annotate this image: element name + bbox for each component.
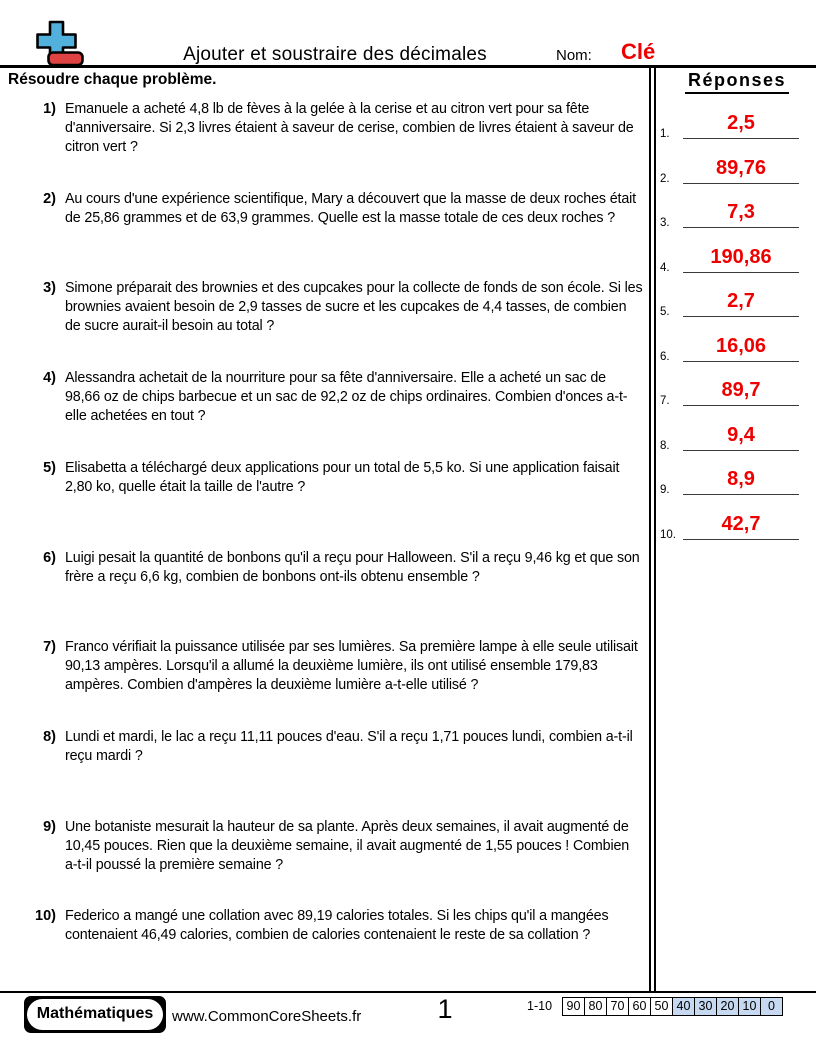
problem-text: Une botaniste mesurait la hauteur de sa plante. Après deux semaines, il avait augmenté de 10,45 pouces. Rien que la deuxième semaine, il avait augmenté de 1,55 pouces ! Combien a-t-il poussé la première semaine ?: [65, 819, 630, 873]
page-title: Ajouter et soustraire des décimales: [183, 44, 487, 65]
score-cell: 60: [628, 998, 650, 1015]
problem-number: 8): [43, 729, 56, 745]
answer-blank-line: [683, 333, 799, 362]
answer-value: 16,06: [715, 335, 767, 357]
answer-blank-line: [683, 244, 799, 273]
page-number: 1: [437, 994, 453, 1024]
problem-number: 5): [43, 460, 56, 476]
problem-text: Elisabetta a téléchargé deux applications pour un total de 5,5 ko. Si une application faisait 2,80 ko, quelle était la taille de l'autre ?: [65, 460, 620, 495]
answer-value: 42,7: [721, 513, 761, 535]
answer-number: 4.: [660, 262, 670, 274]
answers-heading: [658, 70, 816, 94]
answer-row: [656, 510, 811, 540]
problem-text: Lundi et mardi, le lac a reçu 11,11 pouces d'eau. S'il a reçu 1,71 pouces lundi, combien a-t-il reçu mardi ?: [65, 729, 633, 764]
answer-row: [656, 376, 811, 406]
score-range-label: 1-10: [527, 999, 553, 1013]
answer-number: 10.: [660, 529, 676, 541]
problem-number: 10): [35, 908, 56, 924]
problem-item: [28, 279, 643, 336]
answer-row: [656, 243, 811, 273]
answer-blank-line: [683, 288, 799, 317]
answer-number: 6.: [660, 351, 670, 363]
answer-number: 9.: [660, 484, 670, 496]
answer-number: 8.: [660, 440, 670, 452]
score-cell: 10: [738, 998, 760, 1015]
brand-logo: [24, 996, 166, 1033]
problem-number: 1): [43, 101, 56, 117]
answer-blank-line: [683, 511, 799, 540]
answer-blank-line: [683, 466, 799, 495]
problem-text: Au cours d'une expérience scientifique, Mary a découvert que la masse de deux roches était de 25,86 grammes et de 63,9 grammes. Quelle est la masse totale de ces deux roches ?: [65, 191, 636, 226]
answer-value: 7,3: [727, 201, 755, 223]
answer-blank-line: [683, 199, 799, 228]
problem-text: Federico a mangé une collation avec 89,19 calories totales. Si les chips qu'il a mangées contenaient 46,49 calories, combien de calories contenaient le reste de sa collation ?: [65, 908, 609, 943]
score-cell: 50: [650, 998, 672, 1015]
answer-row: [656, 421, 811, 451]
instructions-text: Résoudre chaque problème.: [8, 71, 217, 88]
answer-blank-line: [683, 110, 799, 139]
problem-number: 9): [43, 819, 56, 835]
answer-value: 2,7: [727, 290, 755, 312]
problem-text: Emanuele a acheté 4,8 lb de fèves à la gelée à la cerise et au citron vert pour sa fête d'anniversaire. Si 2,3 livres étaient à saveur de cerise, combien de livres étaient à saveur de citron vert ?: [65, 101, 634, 155]
answer-value: 2,5: [727, 112, 755, 134]
answer-value: 190,86: [710, 246, 772, 268]
problem-item: [28, 818, 643, 875]
answer-row: [656, 109, 811, 139]
answer-number: 1.: [660, 128, 670, 140]
answer-number: 7.: [660, 395, 670, 407]
score-cell: 40: [672, 998, 694, 1015]
problem-number: 2): [43, 191, 56, 207]
score-cell: 0: [760, 998, 782, 1015]
problem-item: [28, 907, 643, 945]
score-cell: 80: [584, 998, 606, 1015]
problem-text: Alessandra achetait de la nourriture pour sa fête d'anniversaire. Elle a acheté un sac de 98,66 oz de chips barbecue et un sac de 92,2 oz de chips ordinaires. Combien d'onces a-t-elle achetées en tout ?: [65, 370, 628, 424]
problem-text: Luigi pesait la quantité de bonbons qu'il a reçu pour Halloween. S'il a reçu 9,46 kg et que son frère a reçu 6,6 kg, combien de bonbons ont-ils obtenu ensemble ?: [65, 550, 640, 585]
score-table: [562, 997, 783, 1016]
header-divider: [0, 65, 816, 68]
answer-value: 9,4: [727, 424, 755, 446]
answer-row: [656, 465, 811, 495]
score-cell: 30: [694, 998, 716, 1015]
problem-item: [28, 549, 643, 587]
problem-item: [28, 190, 643, 228]
answer-row: [656, 198, 811, 228]
answer-number: 5.: [660, 306, 670, 318]
answer-blank-line: [683, 155, 799, 184]
answer-number: 3.: [660, 217, 670, 229]
problem-item: [28, 728, 643, 766]
website-url: www.CommonCoreSheets.fr: [172, 1008, 362, 1025]
plus-minus-icon: [33, 20, 85, 68]
answer-value: 89,76: [715, 157, 767, 179]
answer-blank-line: [683, 377, 799, 406]
name-label: Nom:: [556, 47, 592, 64]
problem-item: [28, 369, 643, 426]
answer-row: [656, 287, 811, 317]
footer-divider: [0, 991, 816, 993]
add-subtract-logo: [33, 20, 85, 68]
answer-row: [656, 154, 811, 184]
problem-number: 4): [43, 370, 56, 386]
problem-text: Franco vérifiait la puissance utilisée par ses lumières. Sa première lampe à elle seule utilisait 90,13 ampères. Lorsqu'il a allumé la deuxième lumière, ils ont utilisé ensemble 179,83 ampères. Combien d'ampères la deuxième lumière a-t-elle utilisé ?: [65, 639, 638, 693]
score-cell: 90: [563, 998, 584, 1015]
problem-number: 6): [43, 550, 56, 566]
answers-column-divider: [649, 65, 656, 992]
problem-number: 7): [43, 639, 56, 655]
problem-item: [28, 100, 643, 157]
problem-number: 3): [43, 280, 56, 296]
problem-text: Simone préparait des brownies et des cupcakes pour la collecte de fonds de son école. Si les brownies avaient besoin de 2,9 tasses de sucre et les cupcakes de 4,4 tasses, de combien de sucre aurait-il besoin au total ?: [65, 280, 643, 334]
score-cell: 20: [716, 998, 738, 1015]
answer-value: 89,7: [721, 379, 761, 401]
answer-blank-line: [683, 422, 799, 451]
answer-number: 2.: [660, 173, 670, 185]
brand-logo-text: Mathématiques: [27, 999, 163, 1030]
answer-row: [656, 332, 811, 362]
problem-item: [28, 459, 643, 497]
name-value-key: Clé: [621, 39, 656, 64]
problem-item: [28, 638, 643, 695]
score-cell: 70: [606, 998, 628, 1015]
answers-heading-text: Réponses: [685, 70, 789, 94]
answer-value: 8,9: [727, 468, 755, 490]
